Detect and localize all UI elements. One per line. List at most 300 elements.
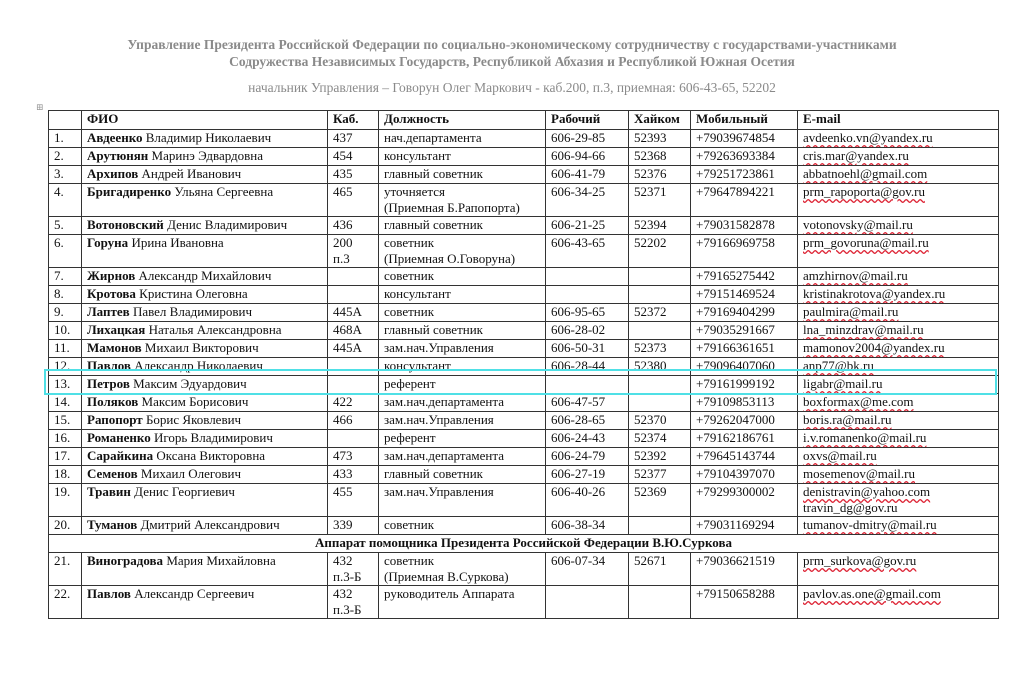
cell-fio-sur: Павлов [87,586,131,601]
cell-fio-rest: Маринэ Эдвардовна [148,148,264,163]
cell-number [49,448,82,466]
cell-work-phone [546,130,629,148]
cell-fio-sur: Павлов [87,358,131,373]
cell-fio [82,586,328,619]
cell-mobile-mob: +79162186761 [696,430,775,445]
cell-haykom-hk: 52671 [634,553,667,568]
cell-kab [328,358,379,376]
table-header-row [49,111,999,130]
table-row [49,184,999,217]
cell-fio-rest: Андрей Иванович [138,166,242,181]
cell-kab-kab: 455 [333,484,353,499]
cell-email-email: anp77@bk.ru [803,358,874,373]
cell-fio-sur: Лихацкая [87,322,146,337]
cell-position-pos: главный советник [384,322,483,337]
cell-position-pos: зам.нач.департамента [384,394,504,409]
cell-email [798,304,999,322]
cell-email-email: denistravin@yahoo.com [803,484,931,499]
table-row [49,394,999,412]
cell-fio-sur: Горуна [87,235,129,250]
cell-work-phone [546,394,629,412]
cell-mobile-mob: +79104397070 [696,466,775,481]
table-move-handle-icon[interactable]: ⊞ [36,102,44,112]
cell-fio-sur: Мамонов [87,340,142,355]
cell-email-email: mosemenov@mail.ru [803,466,915,481]
cell-number-n: 21. [54,553,71,568]
table-row [49,166,999,184]
cell-mobile [691,148,798,166]
cell-fio [82,430,328,448]
cell-fio-rest: Михаил Олегович [137,466,241,481]
cell-number [49,358,82,376]
table-row [49,268,999,286]
cell-position [379,130,546,148]
cell-mobile-mob: +79166361651 [696,340,775,355]
cell-fio [82,304,328,322]
cell-email [798,517,999,535]
cell-position [379,376,546,394]
cell-kab [328,148,379,166]
cell-haykom-hk: 52394 [634,217,667,232]
cell-position [379,148,546,166]
cell-work-phone-work: 606-24-43 [551,430,606,445]
cell-number-n: 14. [54,394,71,409]
cell-number [49,340,82,358]
cell-fio-sur: Сарайкина [87,448,154,463]
cell-fio [82,466,328,484]
cell-mobile [691,340,798,358]
cell-position [379,235,546,268]
cell-mobile-mob: +79039674854 [696,130,775,145]
cell-work-phone [546,586,629,619]
col-header-kab: Каб. [328,111,379,130]
cell-email-email: paulmira@mail.ru [803,304,899,319]
col-header-mobile: Мобильный [691,111,798,130]
cell-number [49,430,82,448]
cell-work-phone [546,412,629,430]
cell-mobile-mob: +79161999192 [696,376,775,391]
cell-haykom-hk: 52368 [634,148,667,163]
cell-number [49,130,82,148]
cell-mobile-mob: +79109853113 [696,394,775,409]
cell-fio-sur: Травин [87,484,131,499]
table-row [49,322,999,340]
cell-position-pos: главный советник [384,217,483,232]
cell-kab-kab: 435 [333,166,353,181]
cell-email [798,376,999,394]
cell-number [49,304,82,322]
cell-kab-kab2: п.3-Б [333,569,362,584]
cell-email [798,184,999,217]
cell-number-n: 12. [54,358,71,373]
cell-email-email: tumanov-dmitry@mail.ru [803,517,937,532]
cell-mobile-mob: +79165275442 [696,268,775,283]
staff-table [48,110,999,619]
cell-email-email: prm_govoruna@mail.ru [803,235,929,250]
cell-position [379,553,546,586]
cell-number [49,376,82,394]
cell-haykom [629,448,691,466]
cell-work-phone-work: 606-43-65 [551,235,606,250]
cell-fio [82,340,328,358]
cell-kab-kab: 422 [333,394,353,409]
document-header [0,36,1024,96]
col-header-fio: ФИО [82,111,328,130]
cell-haykom [629,304,691,322]
cell-kab-kab: 445А [333,340,362,355]
cell-email [798,286,999,304]
cell-haykom [629,184,691,217]
cell-fio [82,184,328,217]
cell-kab [328,166,379,184]
cell-work-phone [546,517,629,535]
cell-fio-rest: Александр Николаевич [130,358,263,373]
cell-kab-kab: 436 [333,217,353,232]
cell-fio-rest: Кристина Олеговна [135,286,248,301]
cell-mobile [691,166,798,184]
cell-fio [82,166,328,184]
cell-work-phone [546,235,629,268]
cell-email-email: lna_minzdrav@mail.ru [803,322,924,337]
cell-email-email2: travin_dg@gov.ru [803,500,898,515]
cell-haykom [629,394,691,412]
cell-fio-sur: Авдеенко [87,130,143,145]
cell-work-phone [546,376,629,394]
cell-position-pos: зам.нач.Управления [384,484,494,499]
cell-fio-rest: Михаил Викторович [141,340,259,355]
cell-fio-rest: Игорь Владимирович [150,430,273,445]
cell-mobile [691,184,798,217]
cell-position-pos: консультант [384,286,451,301]
cell-position [379,412,546,430]
cell-mobile-mob: +79031169294 [696,517,775,532]
cell-position-pos2: (Приемная Б.Рапопорта) [384,200,520,215]
cell-kab [328,586,379,619]
cell-haykom [629,430,691,448]
cell-email [798,235,999,268]
cell-kab [328,553,379,586]
cell-email-email: avdeenko.vn@yandex.ru [803,130,933,145]
cell-work-phone-work: 606-38-34 [551,517,606,532]
cell-kab [328,430,379,448]
cell-number [49,466,82,484]
cell-work-phone [546,217,629,235]
col-header-position: Должность [379,111,546,130]
cell-email-email: pavlov.as.one@gmail.com [803,586,941,601]
cell-fio-rest: Ирина Ивановна [128,235,224,250]
col-header-num [49,111,82,130]
cell-fio [82,235,328,268]
cell-position-pos: советник [384,268,435,283]
cell-email [798,340,999,358]
cell-kab [328,376,379,394]
cell-fio-sur: Поляков [87,394,139,409]
cell-kab-kab: 432 [333,586,353,601]
cell-haykom-hk: 52374 [634,430,667,445]
cell-work-phone-work: 606-24-79 [551,448,606,463]
cell-work-phone [546,166,629,184]
cell-work-phone [546,553,629,586]
cell-mobile [691,394,798,412]
cell-number [49,553,82,586]
cell-position-pos: руководитель Аппарата [384,586,515,601]
cell-number [49,412,82,430]
cell-work-phone [546,184,629,217]
cell-email-email: i.v.romanenko@mail.ru [803,430,927,445]
cell-kab-kab: 466 [333,412,353,427]
cell-email-email: boris.ra@mail.ru [803,412,892,427]
cell-work-phone [546,430,629,448]
cell-fio [82,322,328,340]
cell-fio-rest: Александр Сергеевич [130,586,255,601]
table-row [49,286,999,304]
cell-work-phone-work: 606-47-57 [551,394,606,409]
cell-number-n: 1. [54,130,64,145]
cell-haykom [629,586,691,619]
cell-email-email: prm_surkova@gov.ru [803,553,917,568]
cell-work-phone-work: 606-29-85 [551,130,606,145]
cell-mobile [691,448,798,466]
cell-email [798,268,999,286]
cell-kab-kab: 445А [333,304,362,319]
cell-fio [82,553,328,586]
cell-number [49,148,82,166]
cell-haykom [629,148,691,166]
cell-kab [328,340,379,358]
cell-mobile-mob: +79096407060 [696,358,775,373]
cell-work-phone-work: 606-21-25 [551,217,606,232]
cell-fio-rest: Денис Георгиевич [130,484,235,499]
cell-haykom-hk: 52371 [634,184,667,199]
cell-number [49,586,82,619]
table-row [49,304,999,322]
cell-number-n: 11. [54,340,70,355]
cell-fio-rest: Наталья Александровна [145,322,282,337]
cell-position-pos: зам.нач.Управления [384,340,494,355]
cell-position [379,430,546,448]
cell-kab-kab: 339 [333,517,353,532]
cell-position [379,586,546,619]
cell-number [49,184,82,217]
cell-number [49,166,82,184]
cell-fio-rest: Павел Владимирович [129,304,252,319]
cell-haykom-hk: 52377 [634,466,667,481]
cell-kab-kab: 437 [333,130,353,145]
cell-work-phone [546,322,629,340]
cell-kab-kab: 433 [333,466,353,481]
cell-position [379,268,546,286]
cell-position-pos: уточняется [384,184,446,199]
cell-position [379,394,546,412]
cell-fio [82,448,328,466]
cell-position [379,217,546,235]
cell-kab-kab: 465 [333,184,353,199]
cell-mobile-mob: +79645143744 [696,448,775,463]
cell-position-pos: референт [384,376,436,391]
cell-email-email: amzhirnov@mail.ru [803,268,908,283]
cell-mobile [691,268,798,286]
table-row [49,376,999,394]
cell-position [379,286,546,304]
cell-kab [328,130,379,148]
cell-fio-rest: Александр Михайлович [135,268,272,283]
cell-fio-sur: Кротова [87,286,136,301]
cell-haykom [629,286,691,304]
cell-fio [82,130,328,148]
cell-mobile [691,322,798,340]
cell-mobile [691,430,798,448]
table-row [49,217,999,235]
cell-fio [82,358,328,376]
cell-fio-sur: Жирнов [87,268,136,283]
cell-fio [82,394,328,412]
cell-fio-sur: Архипов [87,166,139,181]
cell-haykom-hk: 52393 [634,130,667,145]
cell-number-n: 8. [54,286,64,301]
cell-email-email: boxformax@me.com [803,394,914,409]
cell-number [49,235,82,268]
cell-position-pos: советник [384,304,435,319]
cell-position-pos: нач.департамента [384,130,482,145]
cell-fio-rest: Дмитрий Александрович [137,517,280,532]
cell-work-phone [546,286,629,304]
cell-kab [328,268,379,286]
cell-fio [82,484,328,517]
cell-email [798,217,999,235]
cell-kab [328,184,379,217]
cell-kab-kab2: п.3 [333,251,350,266]
cell-haykom [629,358,691,376]
cell-work-phone [546,340,629,358]
cell-work-phone [546,448,629,466]
cell-kab-kab: 468А [333,322,362,337]
cell-work-phone-work: 606-28-44 [551,358,606,373]
cell-haykom-hk: 52392 [634,448,667,463]
cell-haykom [629,466,691,484]
cell-work-phone-work: 606-50-31 [551,340,606,355]
cell-fio [82,148,328,166]
cell-email [798,130,999,148]
cell-position-pos: консультант [384,358,451,373]
cell-position-pos: советник [384,553,435,568]
cell-fio-sur: Арутюнян [87,148,149,163]
cell-work-phone-work: 606-27-19 [551,466,606,481]
cell-kab [328,484,379,517]
cell-number-n: 17. [54,448,71,463]
cell-email-email: votonovsky@mail.ru [803,217,913,232]
cell-email-email: abbatnoehl@gmail.com [803,166,928,181]
cell-fio [82,376,328,394]
cell-number [49,217,82,235]
cell-fio-rest: Мария Михайловна [163,553,276,568]
cell-number-n: 16. [54,430,71,445]
section-row [49,535,999,553]
cell-position [379,484,546,517]
cell-work-phone-work: 606-40-26 [551,484,606,499]
cell-work-phone [546,268,629,286]
cell-number-n: 19. [54,484,71,499]
cell-mobile [691,286,798,304]
cell-haykom-hk: 52202 [634,235,667,250]
cell-mobile [691,517,798,535]
cell-mobile [691,217,798,235]
cell-haykom [629,166,691,184]
cell-haykom [629,268,691,286]
cell-position [379,358,546,376]
cell-mobile-mob: +79151469524 [696,286,775,301]
cell-mobile-mob: +79251723861 [696,166,775,181]
cell-fio-sur: Туманов [87,517,138,532]
cell-haykom [629,235,691,268]
cell-haykom [629,376,691,394]
cell-number-n: 3. [54,166,64,181]
table-row [49,484,999,517]
cell-fio-sur: Бригадиренко [87,184,172,199]
cell-fio-rest: Оксана Викторовна [153,448,266,463]
cell-email [798,412,999,430]
cell-mobile-mob: +79647894221 [696,184,775,199]
section-title: Аппарат помощника Президента Российской Федерации В.Ю.Суркова [49,535,999,553]
cell-fio [82,412,328,430]
cell-position-pos: консультант [384,148,451,163]
cell-position [379,184,546,217]
cell-email-email: cris.mar@yandex.ru [803,148,909,163]
table-row [49,412,999,430]
cell-kab [328,304,379,322]
cell-kab [328,466,379,484]
cell-fio-sur: Рапопорт [87,412,143,427]
cell-kab [328,235,379,268]
cell-position [379,517,546,535]
cell-email-email: oxvs@mail.ru [803,448,877,463]
cell-fio-rest: Максим Эдуардович [129,376,247,391]
cell-fio-rest: Максим Борисович [138,394,249,409]
cell-haykom [629,217,691,235]
cell-haykom [629,553,691,586]
cell-fio [82,217,328,235]
table-row [49,340,999,358]
cell-position [379,448,546,466]
cell-haykom [629,412,691,430]
cell-haykom-hk: 52380 [634,358,667,373]
cell-email [798,166,999,184]
cell-number [49,394,82,412]
cell-position-pos: советник [384,235,435,250]
cell-number-n: 5. [54,217,64,232]
cell-fio [82,268,328,286]
cell-fio-sur: Семенов [87,466,138,481]
cell-email [798,322,999,340]
table-row [49,430,999,448]
cell-position [379,322,546,340]
col-header-haykom: Хайком [629,111,691,130]
col-header-work-phone: Рабочий [546,111,629,130]
cell-number [49,322,82,340]
cell-haykom-hk: 52372 [634,304,667,319]
cell-number [49,484,82,517]
cell-position-pos: главный советник [384,466,483,481]
cell-fio-sur: Вотоновский [87,217,164,232]
cell-haykom [629,130,691,148]
col-header-email: E-mail [798,111,999,130]
cell-haykom [629,517,691,535]
cell-mobile-mob: +79166969758 [696,235,775,250]
table-row [49,358,999,376]
cell-email-email: ligabr@mail.ru [803,376,883,391]
cell-position [379,166,546,184]
cell-mobile [691,586,798,619]
cell-haykom-hk: 52370 [634,412,667,427]
